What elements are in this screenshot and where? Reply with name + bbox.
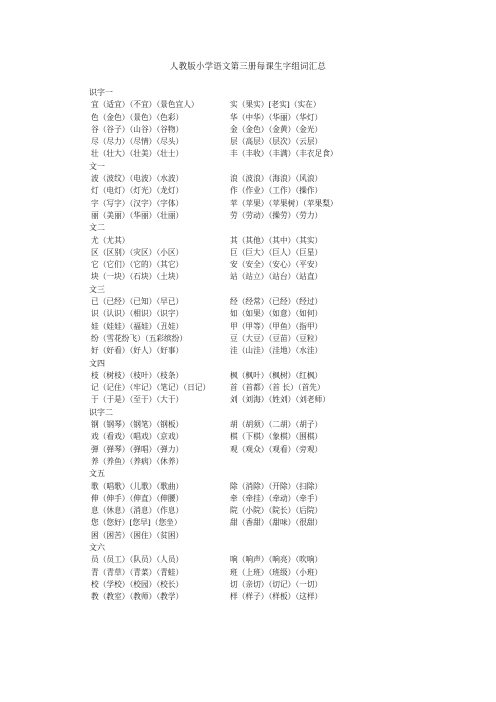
word-entry-left: 娃（娃娃）（福娃）（丑娃） [91,321,184,331]
section-heading: 识字一 [89,88,113,97]
word-entry-left: 丽（美丽）（华丽）（壮丽） [91,210,184,220]
word-row [88,185,468,197]
section-heading: 识字二 [89,407,113,417]
word-row [88,308,468,320]
word-entry-left: 弹（弹琴）（弹唱）（弹力） [91,444,184,454]
section-heading: 文一 [89,161,105,171]
word-row [88,567,468,579]
word-entry-right: 切（亲切）（切记）（一切） [230,579,323,589]
word-row [88,210,468,222]
word-row [88,431,468,443]
word-row [88,382,468,394]
word-entry-right: 站（站立）（站台）（站直） [230,272,323,282]
word-entry-right: 华（中华）（华丽）（华灯） [230,112,323,122]
word-entry-right: 样（样子）（样板）（这样） [230,592,323,602]
word-entry-right: 甲（甲等）（甲鱼）（指甲） [230,321,323,331]
word-entry-right: 观（观众）（观看）（旁观） [230,444,323,454]
section-heading: 文三 [89,284,105,294]
word-entry-right: 胡（胡须）（二胡）（胡子） [230,420,323,430]
word-entry-left: 字（写字）（汉字）（字体） [91,198,184,208]
word-entry-left: 尤（尤其） [91,235,130,245]
word-entry-right: 安（安全）（安心）（平安） [230,260,323,270]
word-entry-left: 养（养鱼）（养病）（休养） [91,456,184,466]
word-entry-left: 壮（壮大）（壮美）（壮士） [91,149,184,159]
word-row [88,271,468,283]
word-row [88,124,468,136]
word-entry-right: 牵（牵挂）（牵动）（牵手） [230,493,323,503]
word-entry-left: 困（困苦）（困住）（贫困） [91,530,184,540]
word-entry-right: 首（首都）（首 长）（首先） [230,383,325,393]
word-entry-right: 劳（劳动）（操劳）（劳力） [230,210,323,220]
word-row [88,493,468,505]
word-entry-right: 经（经常）（已经）（经过） [230,297,323,307]
word-row [88,394,468,406]
word-entry-left: 好（好看）（好人）（好事） [91,346,184,356]
word-entry-right: 除（消除）（开除）（扫除） [230,481,323,491]
section-heading: 文五 [89,469,105,479]
word-entry-left: 尽（尽力）（尽情）（尽头） [91,137,184,147]
word-entry-right: 层（高层）（层次）（云层） [230,137,323,147]
word-row [88,235,468,247]
word-entry-left: 教（教室）（教师）（教学） [91,592,184,602]
word-row [88,112,468,124]
word-row [88,296,468,308]
word-row [88,456,468,468]
word-entry-right: 苹（苹果）（苹果树）（苹果梨） [230,198,338,208]
word-entry-left: 已（已经）（已知）（早已） [91,297,184,307]
word-entry-left: 钢（钢琴）（钢笔）（钢板） [91,420,184,430]
word-entry-right: 浪（波浪）（海浪）（风浪） [230,174,323,184]
section-heading: 文二 [89,223,105,233]
word-entry-left: 灯（电灯）（灯光）（龙灯） [91,186,184,196]
word-entry-left: 宜（适宜）（不宜）（景色宜人） [91,100,199,110]
word-entry-right: 班（上班）（班级）（小班） [230,567,323,577]
word-entry-right: 其（其他）（其中）（其实） [230,235,323,245]
word-row [88,198,468,210]
word-entry-right: 丰（丰收）（丰满）（丰衣足食） [230,149,338,159]
section-heading: 文六 [89,542,105,552]
word-entry-left: 歌（唱歌）（儿歌）（歌曲） [91,481,184,491]
word-row [88,247,468,259]
word-list [88,87,468,603]
word-entry-right: 刘（刘海）（姓刘）（刘老师） [230,395,330,405]
word-entry-left: 块（一块）（石块）（土块） [91,272,184,282]
word-row [88,370,468,382]
word-entry-left: 谷（谷子）（山谷）（谷物） [91,124,184,134]
word-row [88,148,468,160]
word-entry-left: 校（学校）（校园）（校长） [91,579,184,589]
word-entry-left: 波（波纹）（电波）（水波） [91,174,184,184]
word-row [88,530,468,542]
word-row [88,554,468,566]
word-entry-right: 院（小院）（院长）（后院） [230,506,323,516]
word-entry-left: 区（区别）（灾区）（小区） [91,247,184,257]
word-entry-right: 洼（山洼）（洼地）（水洼） [230,346,323,356]
word-entry-left: 您（您好）[您早]（您坐） [91,518,182,528]
word-entry-right: 甜（香甜）（甜味）（很甜） [230,518,323,528]
word-entry-left: 色（金色）（景色）（色彩） [91,112,184,122]
word-entry-left: 记（记住）（牢记）（笔记）（日记） [91,383,211,393]
word-row [88,419,468,431]
word-entry-right: 金（金色）（金黄）（金光） [230,124,323,134]
word-entry-right: 豆（大豆）（豆苗）（豆粒） [230,333,323,343]
word-row [88,579,468,591]
word-entry-left: 员（员工）（队员）（人员） [91,555,184,565]
word-entry-right: 作（作业）（工作）（操作） [230,186,323,196]
word-row [88,333,468,345]
word-row [88,259,468,271]
word-row [88,136,468,148]
word-entry-left: 青（青草）（青菜）（青蛙） [91,567,184,577]
word-row [88,99,468,111]
word-row [88,173,468,185]
word-row [88,444,468,456]
word-entry-right: 响（响声）（响亮）（吹响） [230,555,323,565]
word-entry-left: 息（休息）（消息）（作息） [91,506,184,516]
word-entry-right: 巨（巨大）（巨人）（巨星） [230,247,323,257]
word-row [88,505,468,517]
word-row [88,345,468,357]
word-entry-left: 枝（树枝）（枝叶）（枝条） [91,370,184,380]
word-entry-left: 于（于是）（至于）（大于） [91,395,184,405]
word-row [88,591,468,603]
word-row [88,517,468,529]
word-row [88,481,468,493]
word-entry-right: 枫（枫叶）（枫树）（红枫） [230,370,323,380]
word-entry-left: 识（认识）（相识）（识字） [91,309,184,319]
word-entry-left: 戏（看戏）（唱戏）（京戏） [91,432,184,442]
word-entry-right: 实（果实）[老实]（实在） [230,100,321,110]
word-entry-left: 它（它们）（它的）（其它） [91,260,184,270]
section-heading: 文四 [89,358,105,368]
word-entry-left: 纷（雪花纷飞）（五彩缤纷） [91,333,188,343]
word-row [88,321,468,333]
word-entry-right: 棋（下棋）（象棋）（围棋） [230,432,323,442]
word-entry-right: 如（如果）（如意）（如何） [230,309,323,319]
word-entry-left: 伸（伸手）（伸直）（伸腰） [91,493,184,503]
page-title: 人教版小学语文第三册每课生字组词汇总 [169,61,327,71]
